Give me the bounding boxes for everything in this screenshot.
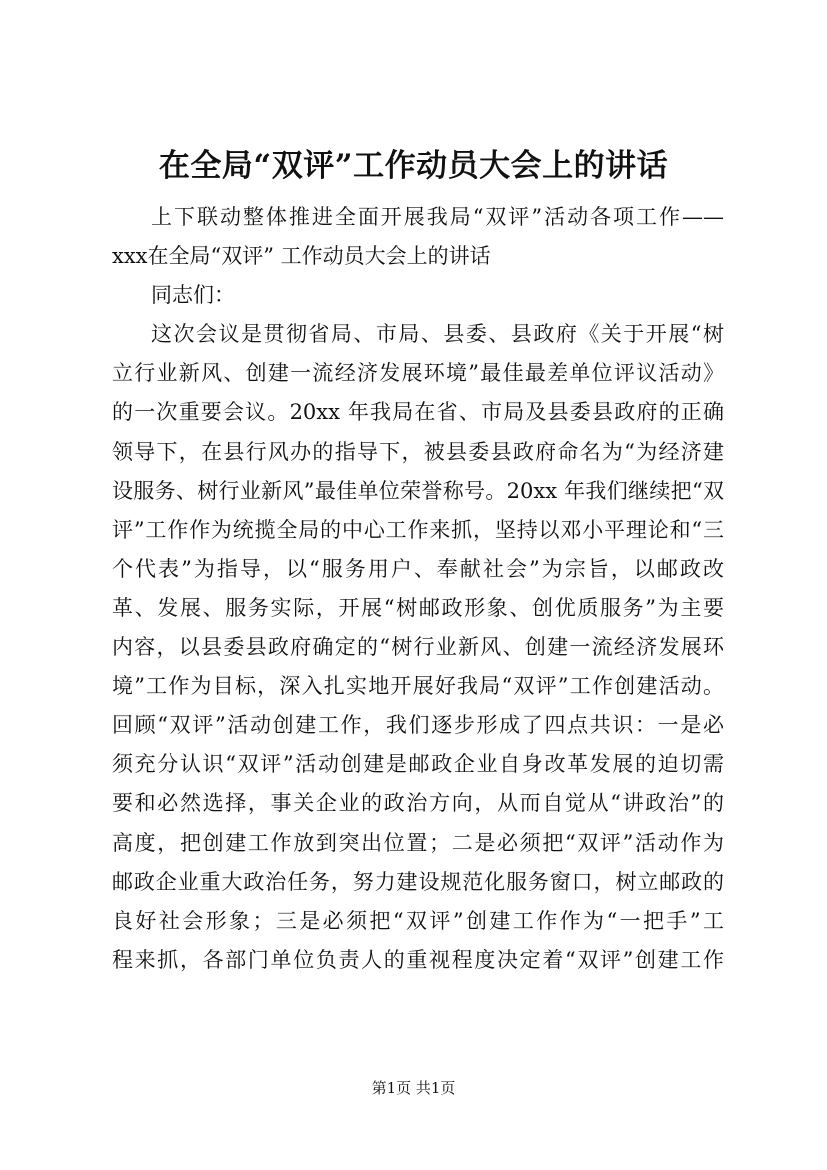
body-text-line: 这次会议是贯彻省局、市局、县委、县政府《关于开展“树 bbox=[151, 322, 724, 347]
page-footer: 第1页 共1页 bbox=[371, 1079, 456, 1097]
document-title: 在全局“双评”工作动员大会上的讲话 bbox=[158, 148, 669, 184]
body-text-line: 个代表”为指导，以“服务用户、奉献社会”为宗旨，以邮政改 bbox=[112, 556, 724, 581]
body-text-line: 高度，把创建工作放到突出位置；二是必须把“双评”活动作为 bbox=[112, 830, 724, 855]
body-text-line: 的一次重要会议。20xx 年我局在省、市局及县委县政府的正确 bbox=[112, 400, 724, 425]
body-text-line: 程来抓，各部门单位负责人的重视程度决定着“双评”创建工作 bbox=[112, 947, 724, 972]
body-text-line: 良好社会形象；三是必须把“双评”创建工作作为“一把手”工 bbox=[112, 908, 724, 933]
body-text-line: 须充分认识“双评”活动创建是邮政企业自身改革发展的迫切需 bbox=[112, 752, 724, 777]
body-text-line: 回顾“双评”活动创建工作，我们逐步形成了四点共识：一是必 bbox=[112, 713, 724, 738]
body-text-line: 同志们： bbox=[151, 283, 235, 308]
body-text-line: 境”工作为目标，深入扎实地开展好我局“双评”工作创建活动。 bbox=[112, 674, 724, 699]
body-text-line: 领导下，在县行风办的指导下，被县委县政府命名为“为经济建 bbox=[112, 439, 724, 464]
body-text-line: 邮政企业重大政治任务，努力建设规范化服务窗口，树立邮政的 bbox=[112, 869, 724, 894]
body-text-line: 要和必然选择，事关企业的政治方向，从而自觉从“讲政治”的 bbox=[112, 791, 724, 816]
body-text-line: 评”工作作为统揽全局的中心工作来抓，坚持以邓小平理论和“三 bbox=[112, 517, 724, 542]
document-body bbox=[112, 198, 724, 980]
body-text-line: 内容，以县委县政府确定的“树行业新风、创建一流经济发展环 bbox=[112, 635, 724, 660]
body-text-line: 设服务、树行业新风”最佳单位荣誉称号。20xx 年我们继续把“双 bbox=[112, 478, 724, 503]
body-text-line: xxx在全局“双评” 工作动员大会上的讲话 bbox=[112, 244, 491, 269]
body-text-line: 立行业新风、创建一流经济发展环境”最佳最差单位评议活动》 bbox=[112, 361, 724, 386]
body-text-line: 革、发展、服务实际，开展“树邮政形象、创优质服务”为主要 bbox=[112, 595, 724, 620]
body-text-line: 上下联动整体推进全面开展我局“双评”活动各项工作—— bbox=[151, 205, 724, 229]
